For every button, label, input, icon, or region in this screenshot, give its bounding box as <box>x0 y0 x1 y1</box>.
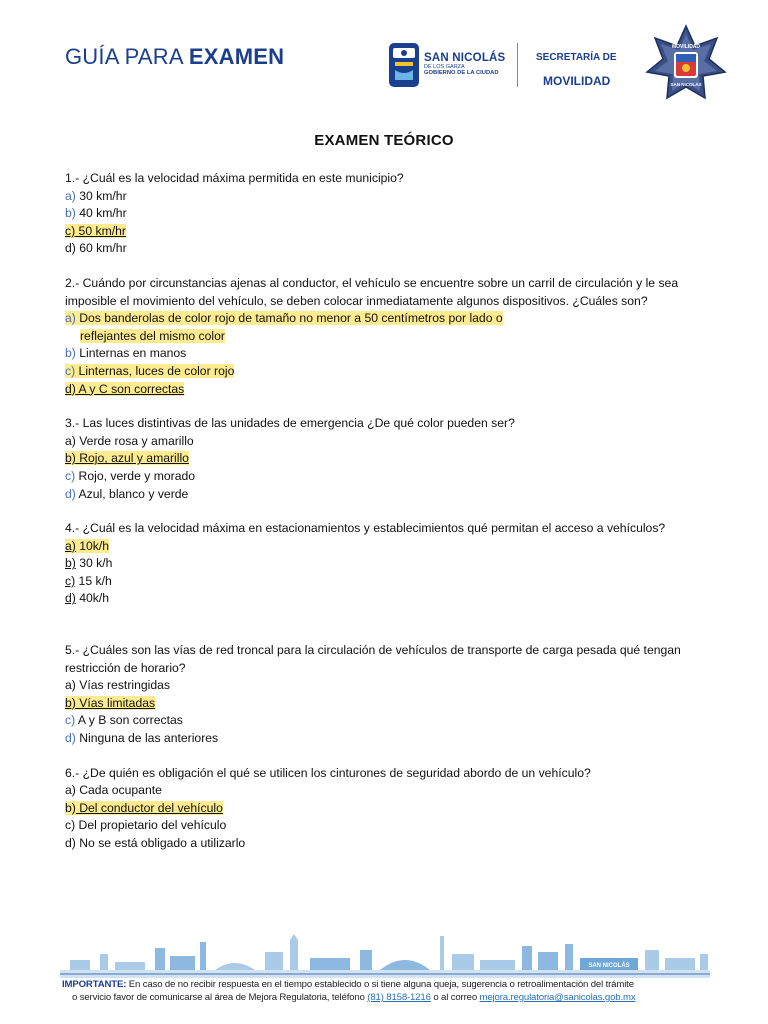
option-a: a) Verde rosa y amarillo <box>65 433 194 448</box>
option-c: c) 15 k/h <box>65 573 112 588</box>
option-b: b) Linternas en manos <box>65 346 187 361</box>
option-a-answer: a) 10k/h <box>65 538 110 553</box>
page-header <box>0 0 768 110</box>
question-5 <box>65 642 705 748</box>
question-text: 4.- ¿Cuál es la velocidad máxima en estacionamientos y establecimientos qué permitan el acceso a vehículos? <box>65 521 666 536</box>
option-d: d) 40k/h <box>65 591 110 606</box>
option-d: d) Ninguna de las anteriores <box>65 731 219 746</box>
option-a-continuation: reflejantes del mismo color <box>80 328 225 343</box>
question-text: 2.- Cuándo por circunstancias ajenas al conductor, el vehículo se encuentre sobre un carril de circulación y le sea imposible el movimiento del vehículo, se deben colocar inmediatamente algunos dispositivos. ¿Cuáles son? <box>65 275 679 308</box>
option-d-answer: d) A y C son correctas <box>65 381 185 396</box>
option-b-answer: b) Del conductor del vehículo <box>65 800 223 815</box>
footer-important-label: IMPORTANTE: <box>62 979 127 990</box>
question-2 <box>65 275 705 398</box>
footer-email-link[interactable]: mejora.regulatoria@sanicolas.gob.mx <box>479 992 636 1003</box>
option-a: a) Vías restringidas <box>65 678 170 693</box>
guide-title <box>65 44 284 70</box>
option-c-answer: c) 50 km/hr <box>65 223 126 238</box>
option-a-answer: a) Dos banderolas de color rojo de tamaño no menor a 50 centímetros por lado o <box>65 311 503 326</box>
exam-title: EXAMEN TEÓRICO <box>314 132 454 149</box>
skyline-sign-text: SAN NICOLÁS <box>588 963 630 969</box>
option-d: d) No se está obligado a utilizarlo <box>65 836 246 850</box>
question-text: 1.- ¿Cuál es la velocidad máxima permitida en este municipio? <box>65 171 404 185</box>
footer-line-1: IMPORTANTE: En caso de no recibir respuesta en el tiempo establecido o si tiene alguna queja, sugerencia o retroalimentación del trámite <box>62 979 634 990</box>
option-b-answer: b) Vías limitadas <box>65 695 156 710</box>
question-1 <box>65 170 705 258</box>
question-6 <box>65 765 705 853</box>
footer-notice <box>62 978 722 1004</box>
city-skyline-illustration <box>60 930 710 978</box>
police-star-badge-icon <box>645 24 727 106</box>
badge-top-text: MOVILIDAD <box>671 44 701 50</box>
footer-phone-link[interactable]: (81) 8158-1216 <box>367 992 431 1003</box>
guide-title-bold: EXAMEN <box>188 44 285 69</box>
header-divider <box>517 43 518 87</box>
footer-line-2: o servicio favor de comunicarse al área de Mejora Regulatoria, teléfono (81) 8158-1216 o al correo mejora.regulatoria@sanicolas.gob.mx <box>72 992 636 1003</box>
option-d: d) 60 km/hr <box>65 241 127 256</box>
city-logo-text <box>424 52 505 77</box>
city-logo-name: SAN NICOLÁS <box>424 52 506 64</box>
option-c-answer: c) Linternas, luces de color rojo <box>65 363 235 378</box>
option-b: b) 30 k/h <box>65 556 113 571</box>
question-text: 6.- ¿De quién es obligación el qué se utilicen los cinturones de seguridad abordo de un vehículo? <box>65 765 591 780</box>
badge-bottom-text: SAN NICOLÁS <box>670 82 702 87</box>
secretaria-label: SECRETARÍA DE <box>536 52 617 63</box>
question-3 <box>65 415 705 503</box>
question-4 <box>65 520 705 608</box>
option-d: d) Azul, blanco y verde <box>65 486 189 501</box>
option-c: c) A y B son correctas <box>65 713 183 728</box>
option-c: c) Rojo, verde y morado <box>65 468 196 483</box>
option-c: c) Del propietario del vehículo <box>65 818 227 833</box>
option-b-answer: b) Rojo, azul y amarillo <box>65 451 189 466</box>
option-b: b) 40 km/hr <box>65 206 127 221</box>
option-a: a) Cada ocupante <box>65 783 162 798</box>
question-text: 5.- ¿Cuáles son las vías de red troncal para la circulación de vehículos de transporte de carga pesada qué tengan restricción de horario? <box>65 643 681 675</box>
guide-title-prefix: GUÍA PARA <box>65 44 189 69</box>
question-text: 3.- Las luces distintivas de las unidades de emergencia ¿De qué color pueden ser? <box>65 416 515 431</box>
movilidad-label: MOVILIDAD <box>543 74 611 88</box>
city-logo-government: GOBIERNO DE LA CIUDAD <box>424 70 499 76</box>
option-a: a) 30 km/hr <box>65 188 127 203</box>
city-logo-sub: DE LOS GARZA <box>424 64 465 70</box>
questions-list <box>65 170 705 870</box>
